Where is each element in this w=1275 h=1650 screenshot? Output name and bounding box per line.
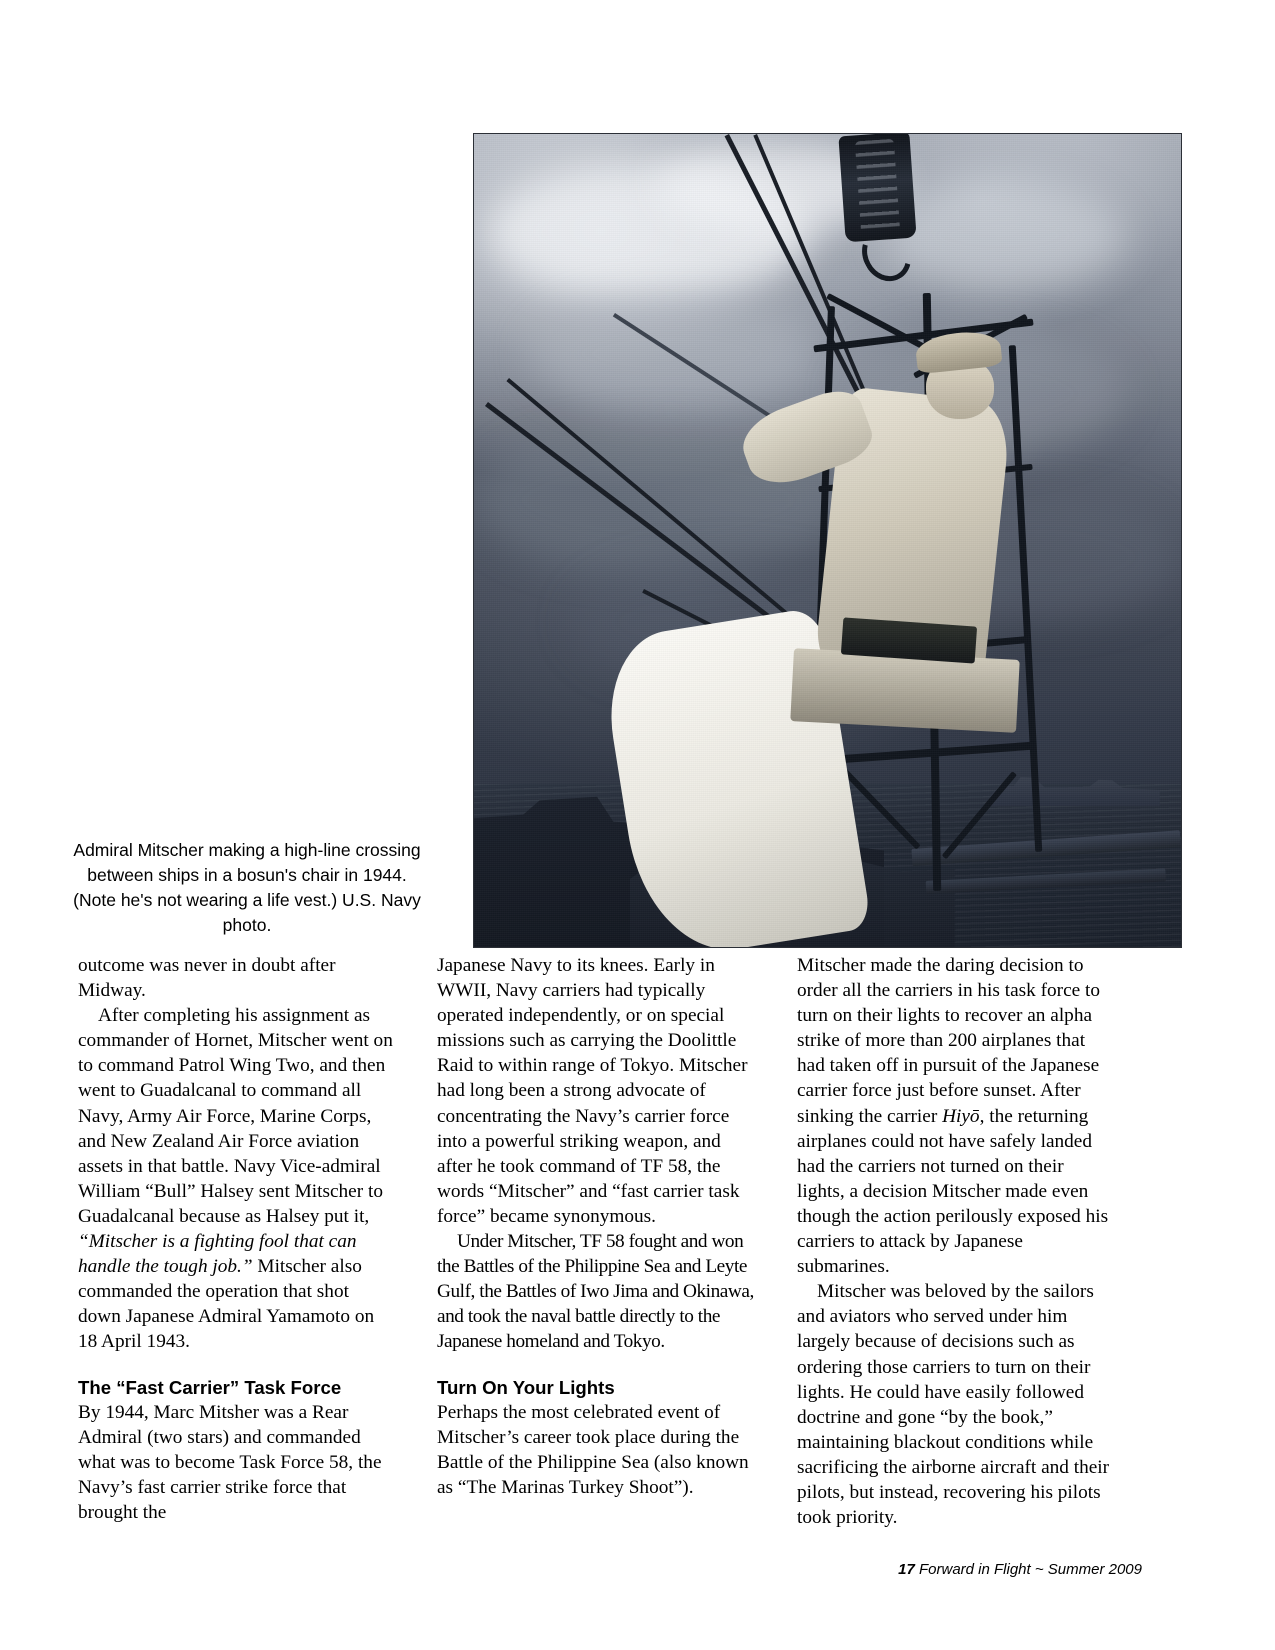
- photo-figure: [473, 133, 1182, 948]
- hoist-block: [838, 133, 916, 242]
- text-column-1: [78, 953, 395, 1525]
- paragraph: [78, 1003, 395, 1354]
- chain-links-icon: [854, 139, 900, 237]
- heading-turn-on-your-lights: Turn On Your Lights: [437, 1376, 615, 1398]
- paragraph-text-tail: Mitscher also commanded the operation that shot down Japanese Admiral Yamamoto on 18 April 1943.: [78, 1256, 375, 1353]
- paragraph: By 1944, Marc Mitsher was a Rear Admiral (two stars) and commanded what was to become Task Force 58, the Navy’s fast carrier strike force that brought the: [78, 1401, 382, 1523]
- admiral-mitscher-photo: [473, 133, 1182, 948]
- paragraph-continued: outcome was never in doubt after Midway.: [78, 955, 336, 1002]
- paragraph: Perhaps the most celebrated event of Mitscher’s career took place during the Battle of the Philippine Sea (also known as “The Marinas Turkey Shoot”).: [437, 1401, 749, 1498]
- page-footer: [0, 1561, 1275, 1578]
- paragraph-text: Mitscher made the daring decision to order all the carriers in his task force to turn on their lights to recover an alpha strike of more than 200 airplanes that had taken off in pursuit of the Japanese carrier force just before sunset. After sinking the carrier: [797, 955, 1101, 1127]
- paragraph-text-tail: , the returning airplanes could not have safely landed had the carriers not turned on their lights, a decision Mitscher made even though the action perilously exposed his carriers to attack by Japanese submarines.: [797, 1105, 1109, 1278]
- ship-name-hiyo: Hiyō: [942, 1105, 980, 1127]
- halsey-quote: “Mitscher is a fighting fool that can handle the tough job.”: [78, 1231, 357, 1278]
- cloud-shape: [884, 183, 1124, 289]
- paragraph-text: After completing his assignment as commander of Hornet, Mitscher went on to command Patrol Wing Two, and then went to Guadalcanal to command all Navy, Army Air Force, Marine Corps, and New Zealand Air Force aviation assets in that battle. Navy Vice-admiral William “Bull” Halsey sent Mitscher to Guadalcanal because as Halsey put it,: [78, 1005, 393, 1227]
- text-column-2: [437, 953, 754, 1500]
- footer-publication-line: Forward in Flight ~ Summer 2009: [918, 1561, 1142, 1578]
- paragraph-continued: [797, 953, 1114, 1279]
- paragraph: Under Mitscher, TF 58 fought and won the Battles of the Philippine Sea and Leyte Gulf, the Battles of Iwo Jima and Okinawa, and took the naval battle directly to the Japanese homeland and Tokyo.: [437, 1231, 754, 1353]
- footer-page-number: 17: [898, 1561, 915, 1578]
- heading-fast-carrier-task-force: The “Fast Carrier” Task Force: [78, 1376, 342, 1398]
- photo-caption: Admiral Mitscher making a high-line crossing between ships in a bosun's chair in 1944. (Note he's not wearing a life vest.) U.S. Navy photo.: [73, 840, 421, 935]
- cage-bar: [941, 771, 1016, 859]
- text-column-3: [797, 953, 1114, 1530]
- paragraph-continued: Japanese Navy to its knees. Early in WWII, Navy carriers had typically operated independently, or on special missions such as carrying the Doolittle Raid to within range of Tokyo. Mitscher had long been a strong advocate of concentrating the Navy’s carrier force into a powerful striking weapon, and after he took command of TF 58, the words “Mitscher” and “fast carrier task force” became synonymous.: [437, 955, 748, 1227]
- paragraph: Mitscher was beloved by the sailors and aviators who served under him largely because of decisions such as ordering those carriers to turn on their lights. He could have easily followed doctrine and gone “by the book,” maintaining blackout conditions while sacrificing the airborne aircraft and their pilots, but instead, recovering his pilots took priority.: [797, 1281, 1110, 1529]
- chair-seat: [790, 648, 1020, 733]
- cage-bar: [824, 741, 1034, 764]
